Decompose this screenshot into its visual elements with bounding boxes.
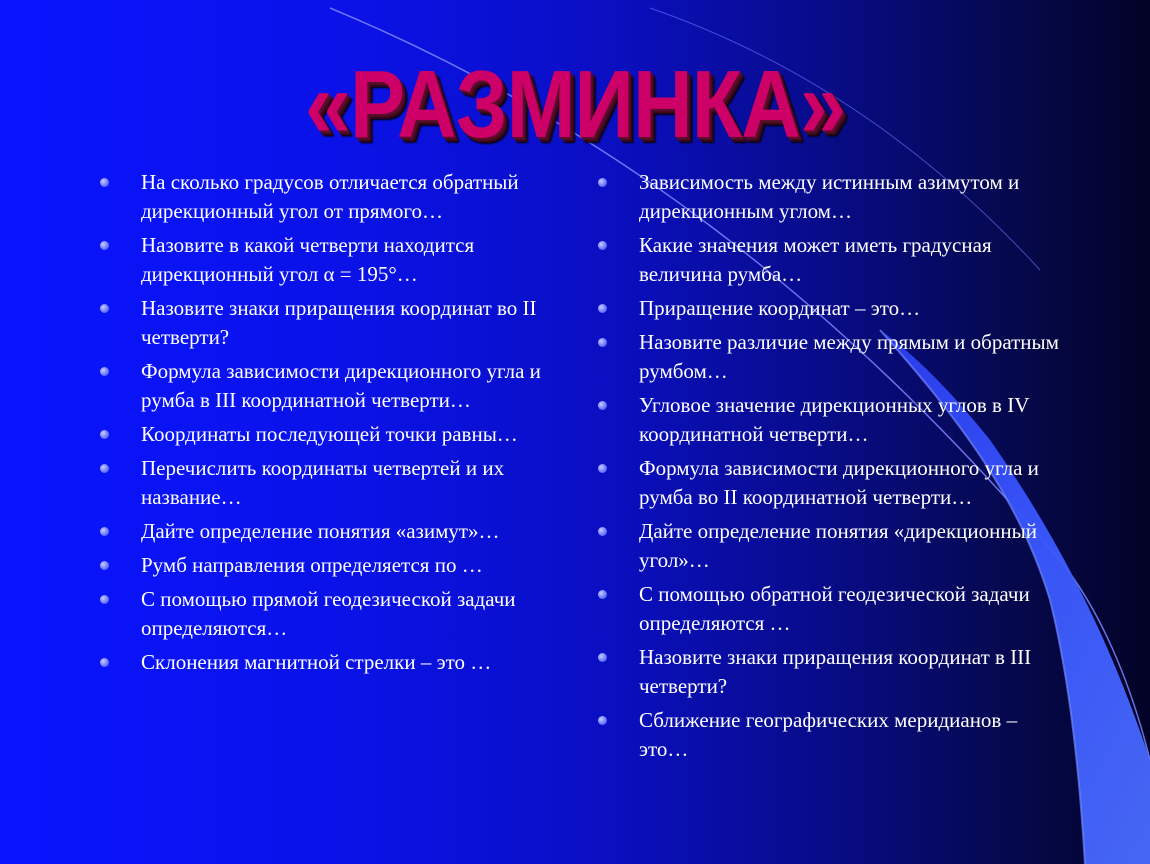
list-item-text: Назовите в какой четверти находится дирекционный угол α = 195°… <box>141 233 475 286</box>
list-item-text: Дайте определение понятия «дирекционный угол»… <box>639 519 1037 572</box>
list-item <box>98 420 568 449</box>
left-question-list <box>98 168 568 682</box>
list-item-text: Координаты последующей точки равны… <box>141 422 518 446</box>
bullet-icon <box>100 561 109 570</box>
list-item-text: Формула зависимости дирекционного угла и румба во II координатной четверти… <box>639 456 1039 509</box>
bullet-icon <box>598 338 607 347</box>
bullet-icon <box>598 241 607 250</box>
bullet-icon <box>598 304 607 313</box>
bullet-icon <box>598 590 607 599</box>
list-item-text: С помощью обратной геодезической задачи определяются … <box>639 582 1030 635</box>
bullet-icon <box>100 464 109 473</box>
list-item-text: Перечислить координаты четвертей и их название… <box>141 456 505 509</box>
bullet-icon <box>100 367 109 376</box>
list-item <box>596 294 1066 323</box>
list-item-text: Формула зависимости дирекционного угла и румба в III координатной четверти… <box>141 359 541 412</box>
list-item-text: Зависимость между истинным азимутом и дирекционным углом… <box>639 170 1020 223</box>
list-item <box>98 648 568 677</box>
list-item <box>596 391 1066 449</box>
list-item-text: Дайте определение понятия «азимут»… <box>141 519 500 543</box>
list-item-text: Назовите различие между прямым и обратным румбом… <box>639 330 1059 383</box>
bullet-icon <box>598 527 607 536</box>
bullet-icon <box>598 464 607 473</box>
list-item <box>98 168 568 226</box>
list-item <box>596 517 1066 575</box>
bullet-icon <box>100 527 109 536</box>
list-item-text: Склонения магнитной стрелки – это … <box>141 650 492 674</box>
list-item-text: Румб направления определяется по … <box>141 553 483 577</box>
bullet-icon <box>100 241 109 250</box>
list-item <box>98 294 568 352</box>
bullet-icon <box>100 178 109 187</box>
list-item-text: Приращение координат – это… <box>639 296 921 320</box>
list-item-text: Угловое значение дирекционных углов в IV координатной четверти… <box>639 393 1029 446</box>
bullet-icon <box>100 658 109 667</box>
list-item <box>596 706 1066 764</box>
bullet-icon <box>598 716 607 725</box>
list-item <box>98 517 568 546</box>
list-item <box>98 585 568 643</box>
bullet-icon <box>100 595 109 604</box>
bullet-icon <box>598 401 607 410</box>
list-item <box>98 231 568 289</box>
bullet-icon <box>598 653 607 662</box>
list-item-text: Какие значения может иметь градусная величина румба… <box>639 233 992 286</box>
list-item <box>98 357 568 415</box>
list-item <box>596 454 1066 512</box>
list-item <box>596 328 1066 386</box>
right-question-list <box>596 168 1066 769</box>
list-item <box>98 454 568 512</box>
list-item <box>596 580 1066 638</box>
list-item <box>596 168 1066 226</box>
slide-title: «РАЗМИНКА» <box>304 51 846 158</box>
bullet-icon <box>100 304 109 313</box>
list-item-text: Назовите знаки приращения координат в III четверти? <box>639 645 1032 698</box>
list-item-text: На сколько градусов отличается обратный дирекционный угол от прямого… <box>141 170 519 223</box>
list-item <box>596 643 1066 701</box>
list-item-text: Назовите знаки приращения координат во II четверти? <box>141 296 537 349</box>
bullet-icon <box>100 430 109 439</box>
list-item-text: Сближение географических меридианов – это… <box>639 708 1018 761</box>
list-item <box>98 551 568 580</box>
list-item <box>596 231 1066 289</box>
list-item-text: С помощью прямой геодезической задачи определяются… <box>141 587 516 640</box>
bullet-icon <box>598 178 607 187</box>
